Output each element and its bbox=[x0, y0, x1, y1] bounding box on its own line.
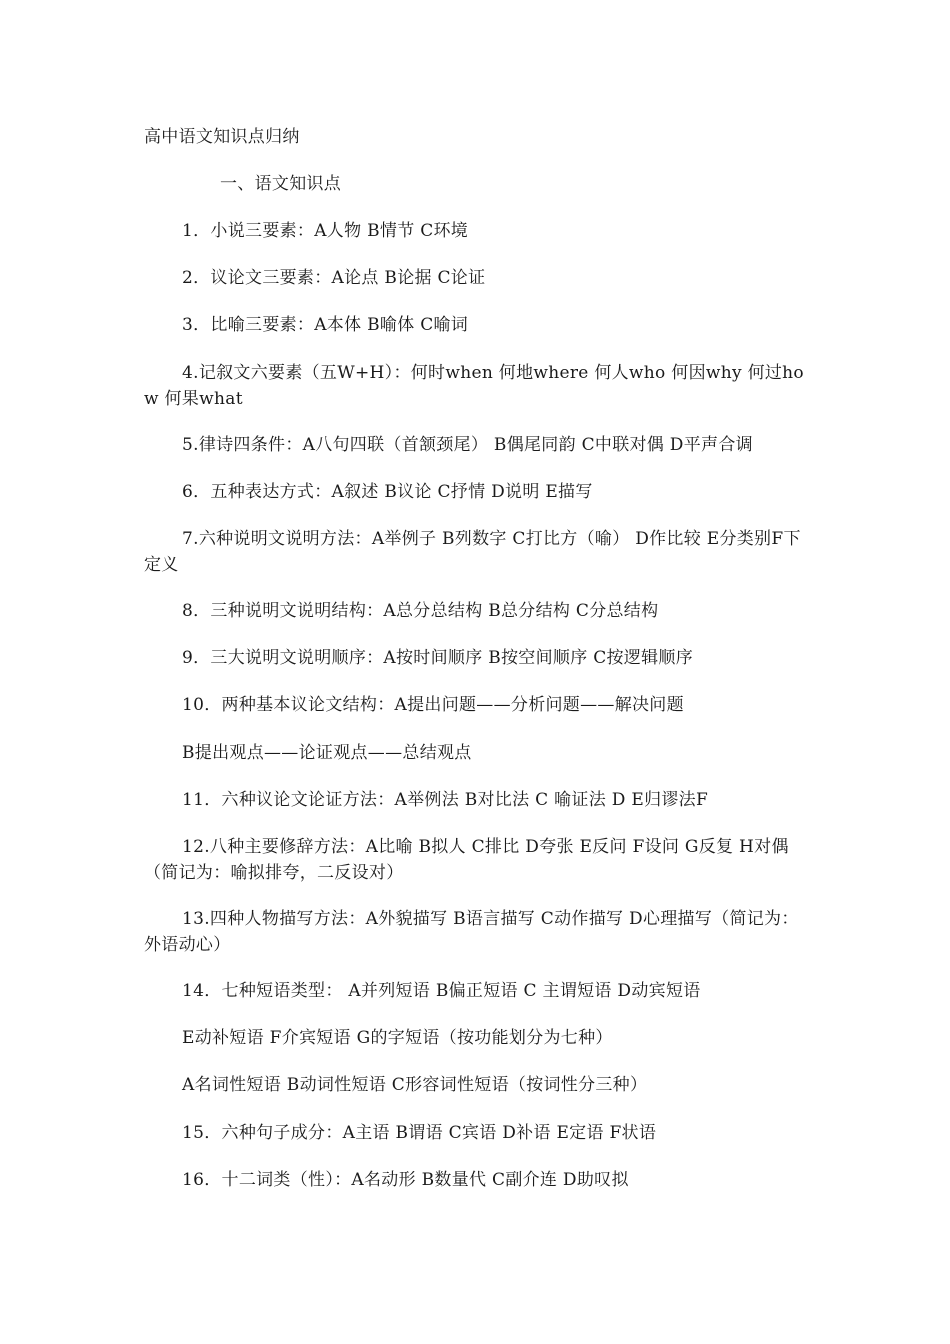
list-item: 14．七种短语类型： A并列短语 B偏正短语 C 主谓短语 D动宾短语 bbox=[182, 981, 701, 1001]
list-item: 8．三种说明文说明结构：A总分总结构 B总分结构 C分总结构 bbox=[182, 601, 659, 621]
list-item: 9．三大说明文说明顺序：A按时间顺序 B按空间顺序 C按逻辑顺序 bbox=[182, 648, 693, 668]
list-item: 10．两种基本议论文结构：A提出问题——分析问题——解决问题 bbox=[182, 695, 684, 715]
document-title: 高中语文知识点归纳 bbox=[144, 127, 300, 147]
list-item: 7.六种说明文说明方法：A举例子 B列数字 C打比方（喻） D作比较 E分类别F下定义 bbox=[144, 529, 801, 575]
list-item: 4.记叙文六要素（五W+H）：何时when 何地where 何人who 何因why 何过how 何果what bbox=[144, 363, 804, 409]
list-item: 2．议论文三要素：A论点 B论据 C论证 bbox=[182, 268, 486, 288]
list-item: B提出观点——论证观点——总结观点 bbox=[182, 743, 472, 763]
list-item: 5.律诗四条件：A八句四联（首颔颈尾） B偶尾同韵 C中联对偶 D平声合调 bbox=[182, 435, 753, 455]
list-item: E动补短语 F介宾短语 G的字短语（按功能划分为七种） bbox=[182, 1028, 613, 1048]
list-item: 12.八种主要修辞方法：A比喻 B拟人 C排比 D夸张 E反问 F设问 G反复 H对偶（简记为：喻拟排夸，二反设对） bbox=[144, 837, 789, 883]
list-item: 3．比喻三要素：A本体 B喻体 C喻词 bbox=[182, 315, 469, 335]
list-item: 6．五种表达方式：A叙述 B议论 C抒情 D说明 E描写 bbox=[182, 482, 593, 502]
section-heading: 一、语文知识点 bbox=[220, 174, 342, 194]
list-item: A名词性短语 B动词性短语 C形容词性短语（按词性分三种） bbox=[182, 1075, 648, 1095]
list-item: 15．六种句子成分：A主语 B谓语 C宾语 D补语 E定语 F状语 bbox=[182, 1123, 657, 1143]
list-item: 13.四种人物描写方法：A外貌描写 B语言描写 C动作描写 D心理描写（简记为：外语动心） bbox=[144, 909, 799, 955]
list-item: 16．十二词类（性）：A名动形 B数量代 C副介连 D助叹拟 bbox=[182, 1170, 629, 1190]
list-item: 1．小说三要素：A人物 B情节 C环境 bbox=[182, 221, 469, 241]
list-item: 11．六种议论文论证方法：A举例法 B对比法 C 喻证法 D E归谬法F bbox=[182, 790, 709, 810]
